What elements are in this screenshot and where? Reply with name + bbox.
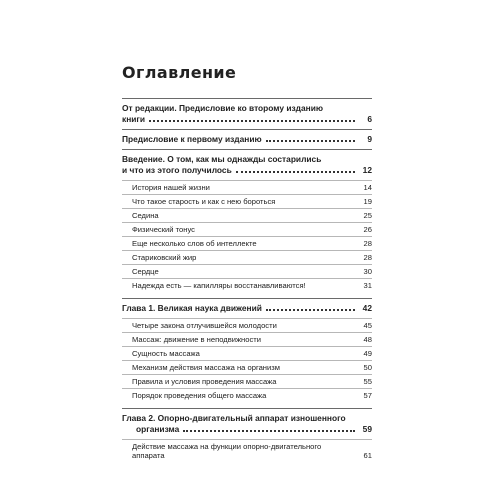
toc-subsection[interactable] [122,346,372,360]
toc-subsection-title: Сущность массажа [132,349,200,358]
toc-subsection-title: Седина [132,211,159,220]
toc-subsection[interactable] [122,332,372,346]
table-of-contents [122,98,372,466]
leader-dots [183,430,355,432]
toc-heading[interactable] [122,413,372,435]
toc-heading-line: и что из этого получилось [122,165,232,175]
toc-subsection-title: Физический тонус [132,225,195,234]
toc-subsection-title: Массаж: движение в неподвижности [132,335,261,344]
toc-subsection-title: Четыре закона отлучившейся молодости [132,321,277,330]
toc-subsection[interactable] [122,278,372,292]
page-number: 45 [363,321,372,330]
leader-dots [236,171,355,173]
toc-subsection-title: аппарата [132,451,165,460]
toc-heading-line: Глава 1. Великая наука движений [122,303,262,313]
page-number: 59 [362,424,372,434]
page-number: 12 [362,165,372,175]
toc-subsection[interactable] [122,388,372,402]
page-number: 42 [362,303,372,313]
page-number: 57 [363,391,372,400]
toc-heading-line: От редакции. Предисловие ко второму изданию [122,103,324,113]
toc-subsection-title: Надежда есть — капилляры восстанавливаются! [132,281,306,290]
toc-subsection[interactable] [122,318,372,332]
page-number: 31 [363,281,372,290]
toc-subsection[interactable] [122,208,372,222]
toc-subsection-list [122,318,372,402]
toc-subsection-title: Что такое старость и как с нею бороться [132,197,276,206]
toc-heading[interactable] [122,134,372,145]
page-number: 50 [363,363,372,372]
page-number: 28 [363,253,372,262]
toc-heading[interactable] [122,303,372,314]
toc-subsection[interactable] [122,250,372,264]
toc-subsection-title: Механизм действия массажа на организм [132,363,280,372]
toc-section [122,149,372,298]
page-number: 48 [363,335,372,344]
toc-subsection-title: Правила и условия проведения массажа [132,377,277,386]
leader-dots [266,140,355,142]
toc-subsection-title: История нашей жизни [132,183,210,192]
toc-subsection[interactable] [122,194,372,208]
leader-dots [149,120,355,122]
toc-subsection[interactable] [122,374,372,388]
toc-subsection-title: Сердце [132,267,159,276]
page-number: 25 [363,211,372,220]
page-number: 19 [363,197,372,206]
toc-heading[interactable] [122,154,372,176]
toc-heading-line: Глава 2. Опорно-двигательный аппарат изношенного [122,413,346,423]
toc-subsection[interactable] [122,180,372,194]
page-number: 49 [363,349,372,358]
toc-subsection-list [122,439,372,462]
toc-subsection[interactable] [122,439,372,462]
toc-heading-line: Введение. О том, как мы однажды состарились [122,154,322,164]
page-number: 30 [363,267,372,276]
toc-heading-line: организма [136,424,180,434]
page-number: 55 [363,377,372,386]
page-number: 61 [363,451,372,460]
toc-subsection-title: Еще несколько слов об интеллекте [132,239,257,248]
toc-section [122,129,372,149]
page-number: 6 [367,114,372,124]
toc-section [122,98,372,129]
leader-dots [266,309,355,311]
page-title: Оглавление [122,63,237,82]
toc-subsection-title: Действие массажа на функции опорно-двигательного [132,442,322,451]
toc-subsection-title: Стариковский жир [132,253,197,262]
toc-subsection[interactable] [122,360,372,374]
toc-heading[interactable] [122,103,372,125]
toc-subsection-list [122,180,372,292]
toc-heading-line: книги [122,114,146,124]
page-number: 26 [363,225,372,234]
toc-section [122,298,372,408]
toc-subsection[interactable] [122,264,372,278]
toc-subsection[interactable] [122,236,372,250]
page-number: 14 [363,183,372,192]
toc-section [122,408,372,466]
page-number: 28 [363,239,372,248]
toc-heading-line: Предисловие к первому изданию [122,134,262,144]
page-number: 9 [367,134,372,144]
toc-subsection[interactable] [122,222,372,236]
toc-subsection-title: Порядок проведения общего массажа [132,391,267,400]
